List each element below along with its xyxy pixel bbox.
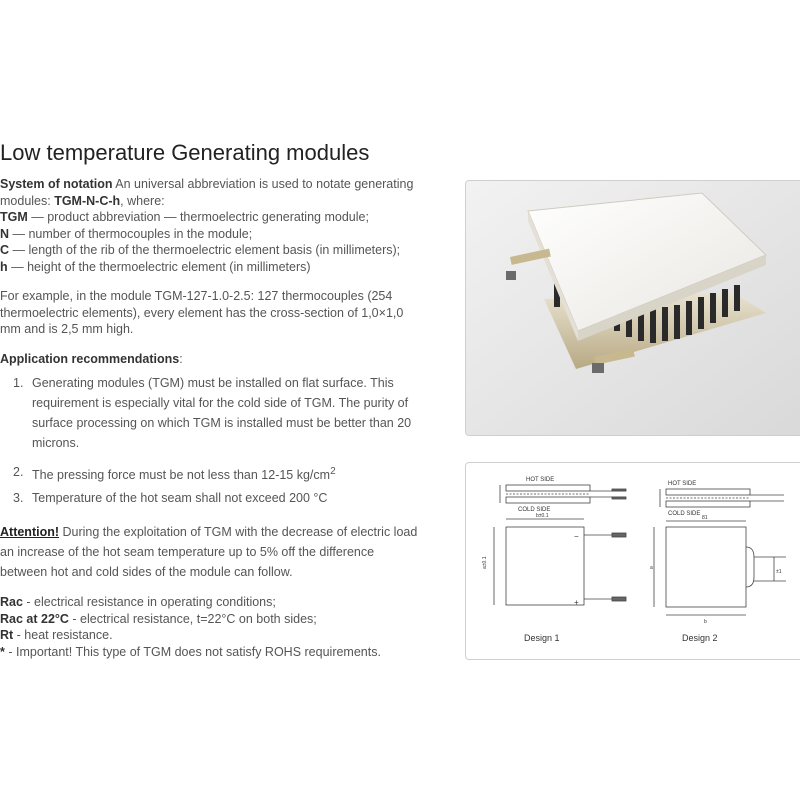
legend-item: Rt - heat resistance. — [0, 628, 113, 642]
notation-item: C — length of the rib of the thermoelectric element basis (in millimeters); — [0, 243, 401, 257]
legend-item: Rac - electrical resistance in operating conditions; — [0, 595, 276, 609]
attention-label: Attention! — [0, 525, 60, 539]
list-item: 1. Generating modules (TGM) must be installed on flat surface. This requirement is especially vital for the cold side of TGM. The purity of surface processing on which TGM is installed must be better than 20 microns. — [0, 373, 455, 453]
application-list-3 — [0, 488, 455, 508]
application-list — [0, 373, 455, 453]
list-number: 3. — [13, 491, 24, 505]
example-paragraph — [0, 288, 455, 338]
notation-intro: An universal abbreviation is used to notate generating — [112, 177, 414, 191]
list-number: 2. — [13, 465, 24, 479]
d1-width-label: b±0.1 — [536, 513, 549, 519]
attention-paragraph: Attention! During the exploitation of TGM with the decrease of electric load an increase of the hot seam temperature up to 5% off the difference between hot and cold sides of the module can follow. — [0, 525, 418, 579]
design-1-label: Design 1 — [524, 633, 560, 643]
notation-modules-label: modules: — [0, 193, 55, 208]
hot-side-label-2: HOT SIDE — [668, 481, 697, 487]
application-colon: : — [179, 352, 183, 366]
list-number: 1. — [13, 376, 24, 390]
thermoelectric-module-image — [466, 181, 800, 435]
legend-item: Rac at 22°C - electrical resistance, t=22°C on both sides; — [0, 611, 317, 626]
example-line: mm and is 2,5 mm high. — [0, 322, 134, 336]
notation-item: N — number of thermocouples in the module; — [0, 226, 253, 241]
legend-section — [0, 594, 455, 660]
cold-side-label-2: COLD SIDE — [668, 511, 701, 517]
d2-height-label: a — [650, 565, 653, 571]
notation-item: h — height of the thermoelectric element (in millimeters) — [0, 259, 311, 274]
d2-side-label: ±1 — [776, 569, 782, 575]
dimension-diagram — [465, 462, 800, 660]
legend-item: * - Important! This type of TGM does not satisfy ROHS requirements. — [0, 644, 381, 659]
page-title: Low temperature Generating modules — [0, 140, 370, 165]
application-list-2 — [0, 462, 455, 485]
notation-section — [0, 176, 455, 275]
design-2-label: Design 2 — [682, 633, 718, 643]
d1-height-label: a±0.1 — [482, 556, 488, 569]
notation-where: , where: — [120, 193, 165, 208]
plus-terminal: + — [574, 598, 579, 607]
notation-code: TGM-N-C-h — [54, 193, 121, 208]
minus-terminal: − — [574, 532, 579, 541]
d2-width-label: 81 — [702, 515, 708, 521]
module-photo — [465, 180, 800, 436]
superscript-2: 2 — [330, 466, 336, 477]
hot-side-label: HOT SIDE — [526, 477, 555, 483]
d2-bottom-label: b — [704, 619, 707, 625]
design-drawing — [466, 463, 800, 659]
notation-heading: System of notation — [0, 177, 113, 191]
example-line: For example, in the module TGM-127-1.0-2.5: 127 thermocouples (254 — [0, 289, 393, 303]
application-heading: Application recommendations — [0, 352, 180, 366]
cold-side-label: COLD SIDE — [518, 507, 551, 513]
notation-item: TGM — product abbreviation — thermoelectric generating module; — [0, 210, 369, 224]
list-item: 3. Temperature of the hot seam shall not exceed 200 °C — [0, 488, 455, 508]
application-heading-row — [0, 351, 455, 368]
list-item: 2. The pressing force must be not less than 12-15 $kg/cm^2$ — [0, 462, 455, 485]
example-line: thermoelectric elements), every element has the cross-section of 1,0×1,0 — [0, 305, 404, 320]
